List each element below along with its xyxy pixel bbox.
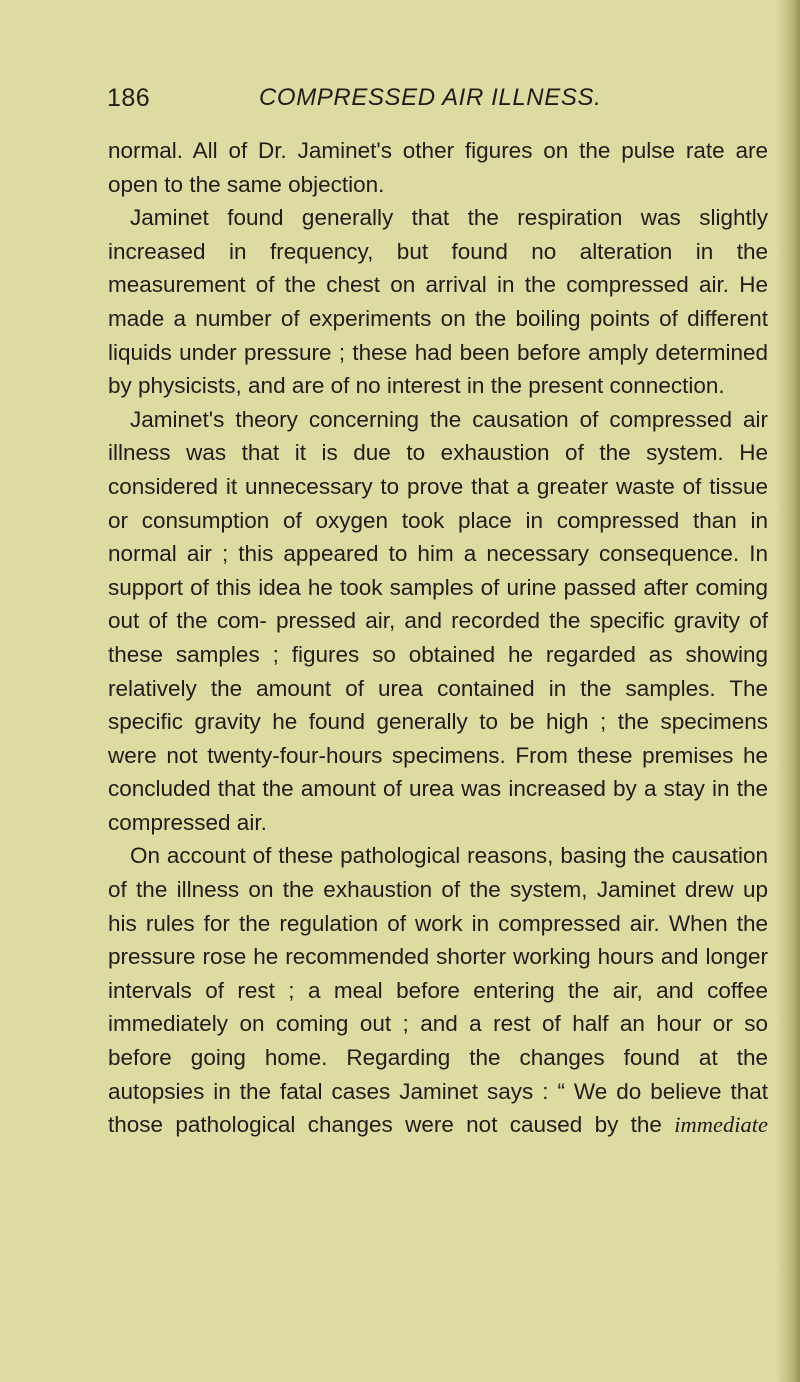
paragraph-4-text: On account of these pathological reasons, basing the causation of the illness on the exhaustion of the system, Jaminet drew up his rules for the regulation of work in compressed air. When the pressure rose he recommended shorter working hours and longer intervals of rest ; a meal before entering the air, and coffee immediately on coming out ; and a rest of half an hour or so before going home. Regarding the changes found at the autopsies in the fatal cases Jaminet says : “ We do believe that those pathological changes were not caused by the [108, 843, 768, 1138]
running-head [107, 84, 707, 124]
paragraph-3: Jaminet's theory concerning the causation of compressed air illness was that it is due to exhaustion of the system. He considered it unnecessary to prove that a greater waste of tissue or consumption of oxygen took place in compressed than in normal air ; this appeared to him a necessary consequence. In support of this idea he took samples of urine passed after coming out of the com- pressed air, and recorded the specific gravity of these samples ; figures so obtained he regarded as showing relatively the amount of urea contained in the samples. The specific gravity he found generally to be high ; the specimens were not twenty-four-hours specimens. From these premises he concluded that the amount of urea was increased by a stay in the compressed air. [108, 406, 768, 835]
paragraph-4-italic-word: immediate [674, 1112, 768, 1138]
running-title: COMPRESSED AIR ILLNESS. [259, 84, 602, 111]
paragraph-2: Jaminet found generally that the respiration was slightly increased in frequency, but found no alteration in the measurement of the chest on arrival in the compressed air. He made a number of experiments on the boiling points of different liquids under pressure ; these had been before amply determined by physicists, and are of no interest in the present connection. [108, 205, 768, 399]
paragraph-4 [108, 839, 768, 1141]
body-text [108, 134, 768, 1142]
paragraph-1: normal. All of Dr. Jaminet's other figures on the pulse rate are open to the same objection. [108, 138, 768, 197]
page-number: 186 [107, 84, 151, 112]
